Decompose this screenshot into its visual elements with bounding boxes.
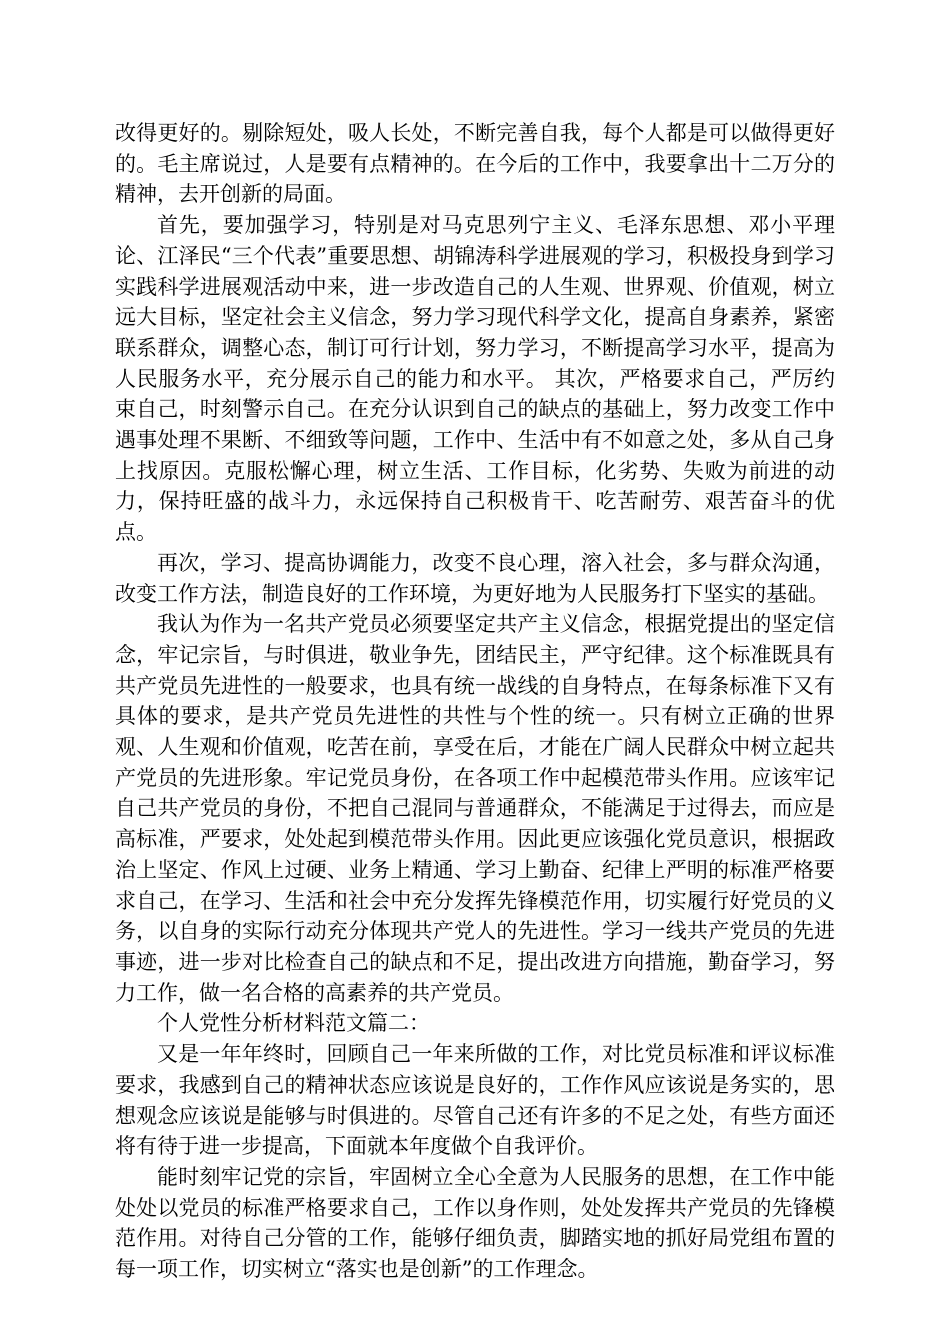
paragraph-5: 又是一年年终时，回顾自己一年来所做的工作，对比党员标准和评议标准要求，我感到自己的精神状态应该说是良好的，工作作风应该说是务实的，思想观念应该说是能够与时俱进的。尽管自己还有许多的不足之处，有些方面还将有待于进一步提高，下面就本年度做个自我评价。 [115, 1042, 835, 1159]
document-page [115, 118, 835, 1285]
paragraph-4: 我认为作为一名共产党员必须要坚定共产主义信念，根据党提出的坚定信念，牢记宗旨，与时俱进，敬业争先，团结民主，严守纪律。这个标准既具有共产党员先进性的一般要求，也具有统一战线的自身特点，在每条标准下又有具体的要求，是共产党员先进性的共性与个性的统一。只有树立正确的世界观、人生观和价值观，吃苦在前，享受在后，才能在广阔人民群众中树立起共产党员的先进形象。牢记党员身份，在各项工作中起模范带头作用。应该牢记自己共产党员的身份，不把自己混同与普通群众，不能满足于过得去，而应是高标准，严要求，处处起到模范带头作用。因此更应该强化党员意识，根据政治上坚定、作风上过硬、业务上精通、学习上勤奋、纪律上严明的标准严格要求自己，在学习、生活和社会中充分发挥先锋模范作用，切实履行好党员的义务，以自身的实际行动充分体现共产党人的先进性。学习一线共产党员的先进事迹，进一步对比检查自己的缺点和不足，提出改进方向措施，勤奋学习，努力工作，做一名合格的高素养的共产党员。 [115, 612, 835, 1005]
paragraph-1: 改得更好的。剔除短处，吸人长处，不断完善自我，每个人都是可以做得更好的。毛主席说过，人是要有点精神的。在今后的工作中，我要拿出十二万分的精神，去开创新的局面。 [115, 121, 835, 207]
paragraph-2: 首先，要加强学习，特别是对马克思列宁主义、毛泽东思想、邓小平理论、江泽民“三个代表”重要思想、胡锦涛科学进展观的学习，积极投身到学习实践科学进展观活动中来，进一步改造自己的人生观、世界观、价值观，树立远大目标，坚定社会主义信念，努力学习现代科学文化，提高自身素养，紧密联系群众，调整心态，制订可行计划，努力学习，不断提高学习水平，提高为人民服务水平，充分展示自己的能力和水平。 其次，严格要求自己，严厉约束自己，时刻警示自己。在充分认识到自己的缺点的基础上，努力改变工作中遇事处理不果断、不细致等问题，工作中、生活中有不如意之处，多从自己身上找原因。克服松懈心理，树立生活、工作目标，化劣势、失败为前进的动力，保持旺盛的战斗力，永远保持自己积极肯干、吃苦耐劳、艰苦奋斗的优点。 [115, 213, 835, 545]
paragraph-3: 再次，学习、提高协调能力，改变不良心理，溶入社会，多与群众沟通，改变工作方法，制造良好的工作环境，为更好地为人民服务打下坚实的基础。 [115, 550, 835, 606]
section-heading: 个人党性分析材料范文篇二： [157, 1011, 430, 1036]
paragraph-6: 能时刻牢记党的宗旨，牢固树立全心全意为人民服务的思想，在工作中能处处以党员的标准严格要求自己，工作以身作则，处处发挥共产党员的先锋模范作用。对待自己分管的工作，能够仔细负责，脚踏实地的抓好局党组布置的每一项工作，切实树立“落实也是创新”的工作理念。 [115, 1164, 835, 1282]
